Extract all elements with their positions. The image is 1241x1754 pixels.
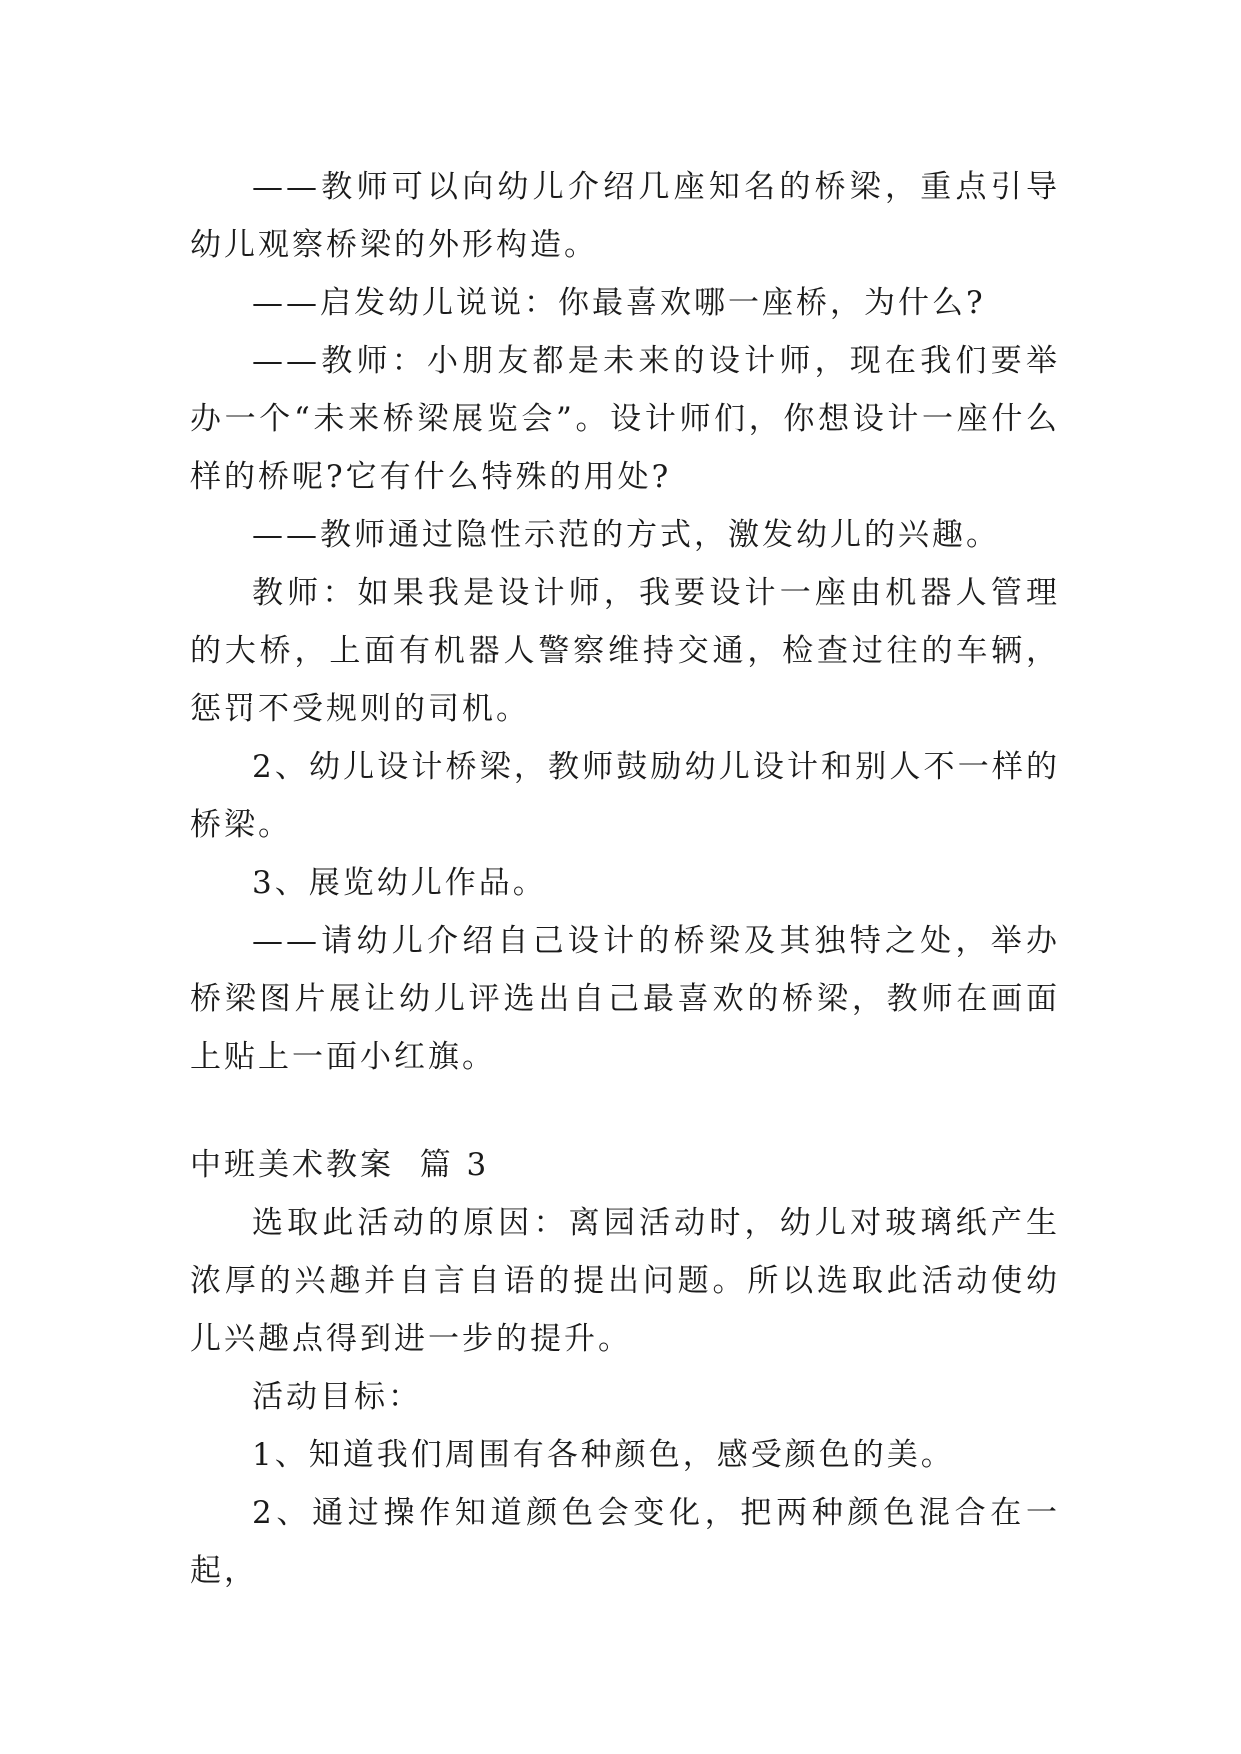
paragraph: 1、知道我们周围有各种颜色，感受颜色的美。 bbox=[252, 1437, 955, 1473]
paragraph: ——教师可以向幼儿介绍几座知名的桥梁，重点引导幼儿观察桥梁的外形构造。 bbox=[190, 169, 1060, 263]
section-title: 中班美术教案 篇 3 bbox=[190, 1147, 490, 1183]
paragraph: 2、幼儿设计桥梁，教师鼓励幼儿设计和别人不一样的桥梁。 bbox=[190, 749, 1060, 843]
paragraph: 选取此活动的原因：离园活动时，幼儿对玻璃纸产生浓厚的兴趣并自言自语的提出问题。所以选取此活动使幼儿兴趣点得到进一步的提升。 bbox=[190, 1205, 1060, 1357]
document-body bbox=[190, 158, 1060, 1600]
paragraph: 3、展览幼儿作品。 bbox=[252, 865, 547, 901]
paragraph: ——教师通过隐性示范的方式，激发幼儿的兴趣。 bbox=[252, 517, 1000, 553]
paragraph: ——请幼儿介绍自己设计的桥梁及其独特之处，举办桥梁图片展让幼儿评选出自己最喜欢的桥梁，教师在画面上贴上一面小红旗。 bbox=[190, 923, 1060, 1075]
paragraph: ——教师：小朋友都是未来的设计师，现在我们要举办一个“未来桥梁展览会”。设计师们，你想设计一座什么样的桥呢?它有什么特殊的用处? bbox=[190, 343, 1060, 495]
paragraph: 活动目标： bbox=[252, 1379, 422, 1415]
paragraph: 2、通过操作知道颜色会变化，把两种颜色混合在一起， bbox=[190, 1495, 1060, 1589]
paragraph: 教师：如果我是设计师，我要设计一座由机器人管理的大桥，上面有机器人警察维持交通，检查过往的车辆，惩罚不受规则的司机。 bbox=[190, 575, 1060, 727]
paragraph: ——启发幼儿说说：你最喜欢哪一座桥，为什么? bbox=[252, 285, 986, 321]
